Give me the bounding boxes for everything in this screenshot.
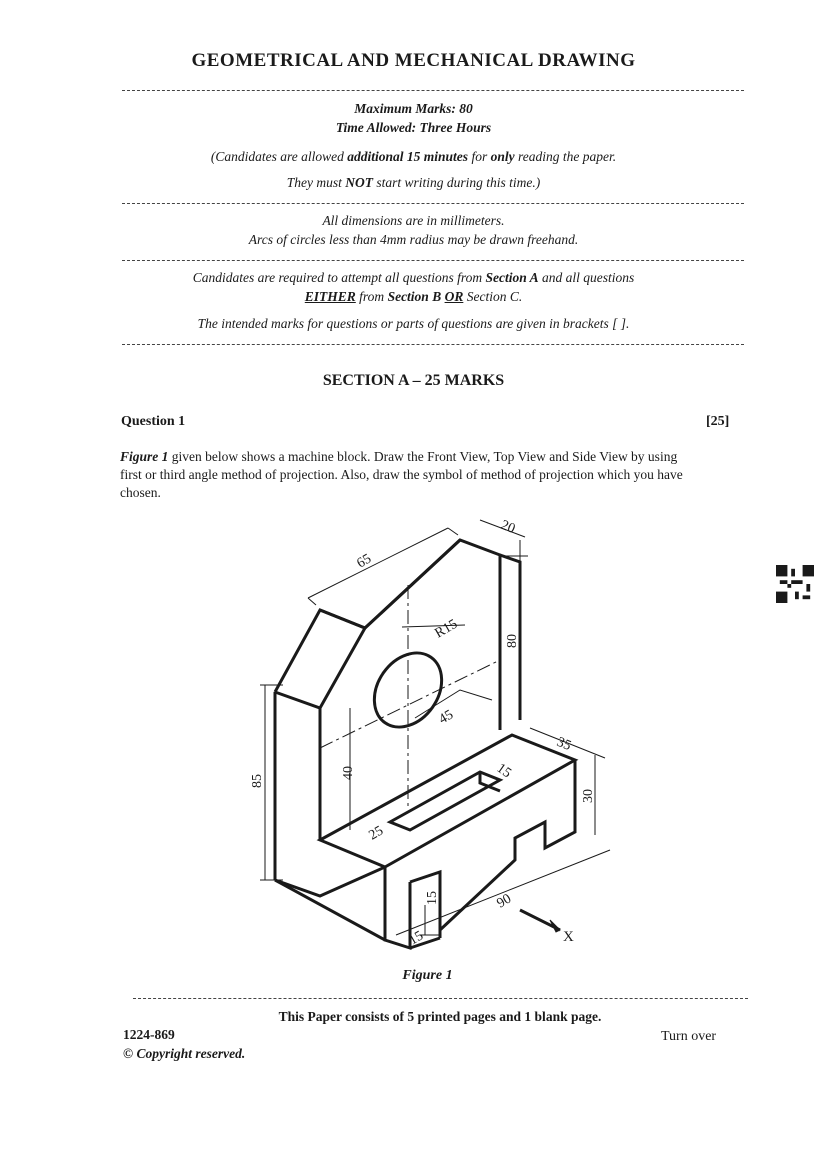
reading-time-note-2: They must NOT start writing during this time.)	[286, 175, 541, 190]
dim-80: 80	[505, 634, 520, 648]
paper-title: GEOMETRICAL AND MECHANICAL DRAWING	[191, 50, 636, 71]
max-marks: Maximum Marks: 80	[354, 101, 473, 116]
dim-15-slot: 15	[493, 760, 514, 782]
attempt-instruction: Candidates are required to attempt all questions from Section A and all questions	[192, 270, 635, 285]
dim-40: 40	[341, 766, 356, 780]
attempt-instruction-2: EITHER from Section B OR Section C.	[304, 289, 523, 304]
dim-30: 30	[581, 789, 596, 803]
object-outline	[275, 540, 575, 948]
paper-code: 1224-869	[123, 1027, 175, 1042]
dim-65: 65	[354, 551, 375, 572]
page-count-note: This Paper consists of 5 printed pages and 1 blank page.	[278, 1009, 602, 1024]
turn-over: Turn over	[661, 1029, 717, 1044]
figure-caption: Figure 1	[402, 968, 453, 983]
question-marks: [25]	[706, 414, 730, 429]
divider	[133, 998, 748, 999]
reading-time-note: (Candidates are allowed additional 15 minutes for only reading the paper.	[210, 149, 617, 164]
time-allowed: Time Allowed: Three Hours	[335, 120, 492, 135]
view-x-label: X	[563, 929, 574, 945]
dim-15-base: 15	[406, 928, 427, 949]
dim-35: 35	[554, 734, 574, 754]
dim-90: 90	[494, 891, 515, 912]
section-heading: SECTION A – 25 MARKS	[322, 372, 505, 389]
copyright: © Copyright reserved.	[123, 1046, 246, 1061]
dim-r15: R15	[432, 616, 461, 642]
question-label: Question 1	[121, 414, 186, 429]
dim-20: 20	[498, 517, 518, 537]
qr-code	[776, 565, 814, 603]
dim-45: 45	[436, 707, 457, 728]
dim-85: 85	[250, 774, 265, 788]
marks-note: The intended marks for questions or parts of questions are given in brackets [ ].	[197, 316, 630, 331]
question-text: Figure 1 given below shows a machine block. Draw the Front View, Top View and Side View by using first or third angle method of projection. Also, draw the symbol of method of projection which you have chosen.	[120, 449, 683, 500]
dim-15-notch: 15	[425, 891, 440, 905]
dimensions-note: All dimensions are in millimeters.	[322, 213, 505, 228]
dim-25: 25	[366, 823, 387, 844]
arcs-note: Arcs of circles less than 4mm radius may be drawn freehand.	[248, 232, 579, 247]
